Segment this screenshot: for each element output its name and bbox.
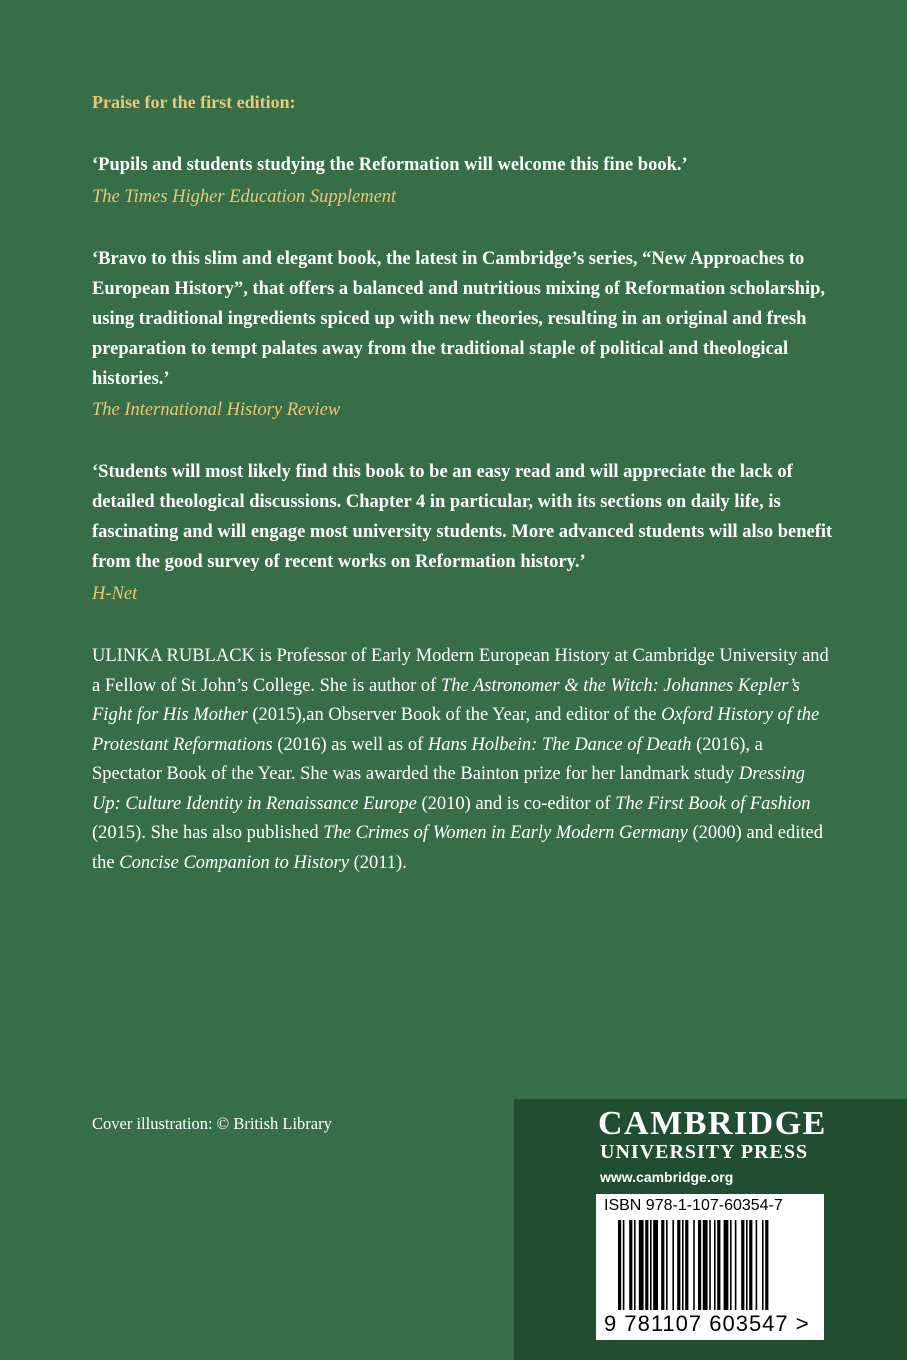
source-times: The Times Higher Education Supplement (92, 187, 397, 207)
cover-credit: Cover illustration: © British Library (92, 1114, 332, 1133)
publisher-url: www.cambridge.org (600, 1169, 734, 1185)
barcode-bar (639, 1220, 644, 1310)
isbn-label: ISBN 978-1-107-60354-7 (604, 1197, 783, 1214)
barcode-bar (645, 1220, 648, 1310)
quote-hnet: ‘Students will most likely find this book to be an easy read and will appreciate the lack of detailed theological discussions. Chapter 4 in particular, with its sections on daily life, is fascinating and will engage most university students. More advanced students will also benefit from the good survey of recent works on Reformation history.’ (92, 462, 833, 572)
barcode-bar (698, 1220, 701, 1310)
barcode (596, 1194, 824, 1340)
praise-heading: Praise for the first edition: (92, 92, 296, 112)
barcode-digits: 9 781107 603547 > (604, 1311, 810, 1336)
barcode-bar (703, 1220, 708, 1310)
barcode-bar (735, 1220, 737, 1310)
barcode-bar (629, 1220, 632, 1310)
barcode-bar (717, 1220, 720, 1310)
barcode-bar (623, 1220, 625, 1310)
barcode-bar (709, 1220, 711, 1310)
barcode-bar (682, 1220, 684, 1310)
barcode-bar (693, 1220, 695, 1310)
barcode-bar (618, 1220, 621, 1310)
barcode-bar (724, 1220, 729, 1310)
barcode-bar (756, 1220, 758, 1310)
author-bio: ULINKA RUBLACK is Professor of Early Modern European History at Cambridge University and a Fellow of St John’s College. She is author of The Astronomer & the Witch: Johannes Kepler’s Fight for His Mother (2015),an Observer Book of the Year, and editor of the Oxford History of the Protestant Reformations (2016) as well as of Hans Holbein: The Dance of Death (2016), a Spectator Book of the Year. She was awarded the Bainton prize for her landmark study Dressing Up: Culture Identity in Renaissance Europe (2010) and is co-editor of The First Book of Fashion (2015). She has also published The Crimes of Women in Early Modern Germany (2000) and edited the Concise Companion to History (2011). (92, 646, 829, 873)
publisher-name: CAMBRIDGE (598, 1105, 827, 1142)
barcode-bar (653, 1220, 658, 1310)
barcode-bar (730, 1220, 732, 1310)
barcode-bar (685, 1220, 688, 1310)
source-hnet: H-Net (92, 584, 138, 604)
barcode-bar (749, 1220, 752, 1310)
barcode-bar (741, 1220, 744, 1310)
barcode-bar (677, 1220, 680, 1310)
quote-times: ‘Pupils and students studying the Reformation will welcome this fine book.’ (92, 155, 688, 175)
barcode-bar (672, 1220, 674, 1310)
barcode-bar (762, 1220, 764, 1310)
barcode-bar (661, 1220, 664, 1310)
barcode-bar (765, 1220, 768, 1310)
barcode-bar (650, 1220, 652, 1310)
publisher-panel (514, 1099, 907, 1360)
quote-ihr: ‘Bravo to this slim and elegant book, the latest in Cambridge’s series, “New Approaches to European History”, that offers a balanced and nutritious mixing of Reformation scholarship, using traditional ingredients spiced up with new theories, resulting in an original and fresh preparation to tempt palates away from the traditional staple of political and theological histories.’ (92, 249, 826, 389)
barcode-bar (634, 1220, 636, 1310)
publisher-subtitle: UNIVERSITY PRESS (600, 1141, 809, 1163)
barcode-bar (666, 1220, 668, 1310)
barcode-bar (746, 1220, 748, 1310)
barcode-bar (714, 1220, 716, 1310)
source-ihr: The International History Review (92, 400, 341, 420)
